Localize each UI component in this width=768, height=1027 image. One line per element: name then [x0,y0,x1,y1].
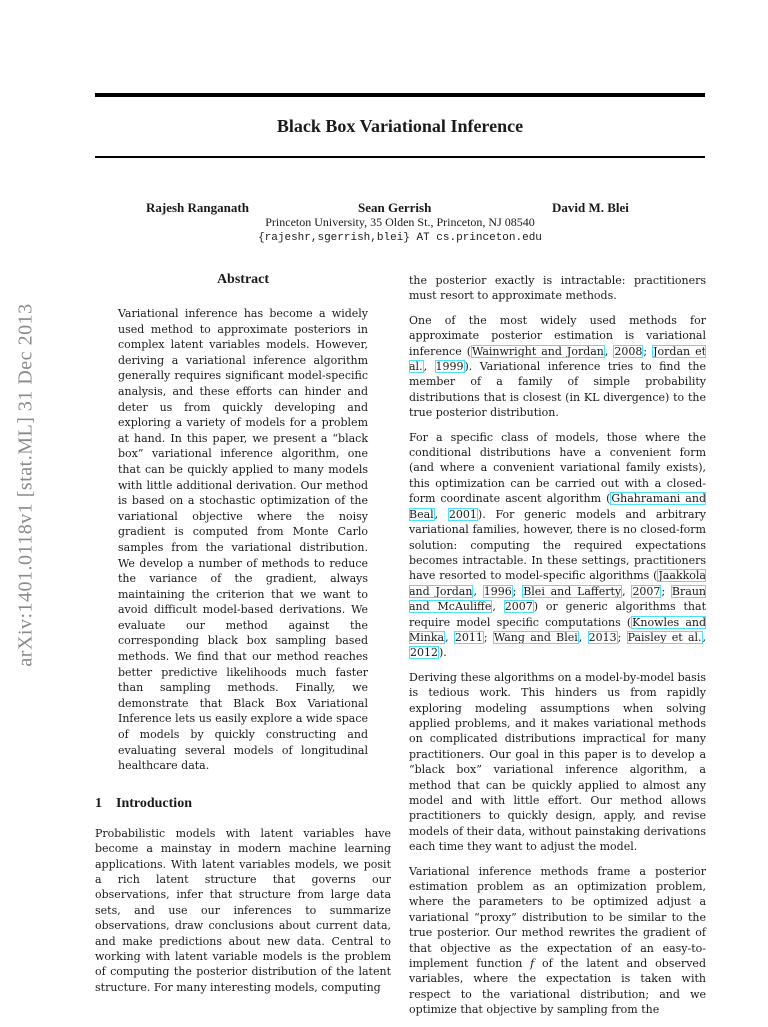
author-2: Sean Gerrish [358,200,432,215]
abstract-text: Variational inference has become a widely used method to approximate posteriors in complex latent variables models. However, deriving a variational inference algorithm generally requires significant model-specific analysis, and these efforts can hinder and deter us from quickly developing and exploring a variety of models for a problem at hand. In this paper, we present a “black box” variational inference algorithm, one that can be quickly applied to many models with little additional derivation. Our method is based on a stochastic optimization of the variational objective where the noisy gradient is computed from Monte Carlo samples from the variational distribution. We develop a number of methods to reduce the variance of the gradient, always maintaining the criterion that we want to avoid difficult model-based derivations. We evaluate our method against the corresponding black box sampling based methods. We find that our method reaches better predictive likelihoods much faster than sampling methods. Finally, we demonstrate that Black Box Variational Inference lets us easily explore a wide space of models by quickly constructing and evaluating several models of longitudinal healthcare data. [118,307,368,773]
citation-link[interactable]: Ghahramani and Beal [409,492,706,521]
citation-link[interactable]: Wainwright and Jordan [472,344,604,358]
citation-link[interactable]: 2007 [632,584,661,598]
affiliation: Princeton University, 35 Olden St., Princeton, NJ 08540 [265,215,535,229]
citation-link[interactable]: Blei and Lafferty [523,584,622,598]
math-symbol-f: f [530,957,535,971]
intro-paragraph-5: Variational inference methods frame a posterior estimation problem as an optimization problem, where the parameters to be optimized adjust a variational “proxy” distribution to be similar to the true posterior. Our method rewrites the gradient of that objective as the expectation of an easy-to-implement function f of the latent and observed variables, where the expectation is taken with respect to the variational distribution; and we optimize that objective by sampling from the [409,864,706,1017]
citation-link[interactable]: 2012 [410,646,438,660]
author-1: Rajesh Ranganath [146,200,249,215]
citation-link[interactable]: 1999 [435,360,464,374]
title-rule-top [95,93,705,97]
citation-link[interactable]: Jordan et al. [409,344,707,374]
author-emails: {rajeshr,sgerrish,blei} AT cs.princeton.edu [258,232,542,244]
paper-title: Black Box Variational Inference [276,116,524,136]
intro-paragraph-continued: the posterior exactly is intractable: practitioners must resort to approximate methods. [409,274,706,303]
section-title: Introduction [116,795,192,811]
citation-link[interactable]: 1996 [483,584,512,598]
abstract-heading: Abstract [216,272,270,287]
citation-link[interactable]: 2013 [588,630,617,644]
citation-link[interactable]: Knowles and Minka [409,615,706,644]
citation-link[interactable]: 2007 [504,600,533,614]
right-column [409,273,706,1027]
citation-link[interactable]: Paisley et al. [627,630,702,644]
citation-link[interactable]: Jaakkola and Jordan [409,569,706,598]
citation-link[interactable]: Braun and McAuliffe [409,584,706,614]
section-number: 1 [95,795,102,811]
section-heading-introduction [95,796,391,812]
intro-paragraph-3: For a specific class of models, those where the conditional distributions have a convenient form (and where a convenient variational family exists), this optimization can be carried out with a closed-form coordinate ascent algorithm (Ghahramani and Beal, 2001). For generic models and arbitrary variational families, however, there is no closed-form solution: computing the required expectations becomes intractable. In these settings, practitioners have resorted to model-specific algorithms (Jaakkola and Jordan, 1996; Blei and Lafferty, 2007; Braun and McAuliffe, 2007) or generic algorithms that require model specific computations (Knowles and Minka, 2011; Wang and Blei, 2013; Paisley et al., 2012). [409,430,707,660]
author-3: David M. Blei [552,200,629,215]
citation-link[interactable]: 2011 [454,630,483,644]
left-column [95,272,391,1003]
citation-link[interactable]: Wang and Blei [493,630,578,644]
citation-link[interactable]: 2001 [448,507,477,521]
arxiv-side-stamp: arXiv:1401.0118v1 [stat.ML] 31 Dec 2013 [14,303,37,667]
intro-paragraph-2: One of the most widely used methods for approximate posterior estimation is variational inference (Wainwright and Jordan, 2008; Jordan et al., 1999). Variational inference tries to find the member of a family of simple probability distributions that is closest (in KL divergence) to the true posterior distribution. [409,313,707,420]
intro-paragraph-4: Deriving these algorithms on a model-by-model basis is tedious work. This hinders us from rapidly exploring modeling assumptions when solving applied problems, and it makes variational methods on complicated distributions impractical for many practitioners. Our goal in this paper is to develop a “black box” variational inference algorithm, a method that can be quickly applied to almost any model and with little effort. Our method allows practitioners to quickly design, apply, and revise models of their data, without painstaking derivations each time they want to adjust the model. [409,670,706,854]
intro-paragraph-1: Probabilistic models with latent variables have become a mainstay in modern machine learning applications. With latent variables models, we posit a rich latent structure that governs our observations, infer that structure from large data sets, and use our inferences to summarize observations, draw conclusions about current data, and make predictions about new data. Central to working with latent variable models is the problem of computing the posterior distribution of the latent structure. For many interesting models, computing [95,826,391,994]
citation-link[interactable]: 2008 [614,344,643,358]
title-rule-bottom [95,156,705,158]
